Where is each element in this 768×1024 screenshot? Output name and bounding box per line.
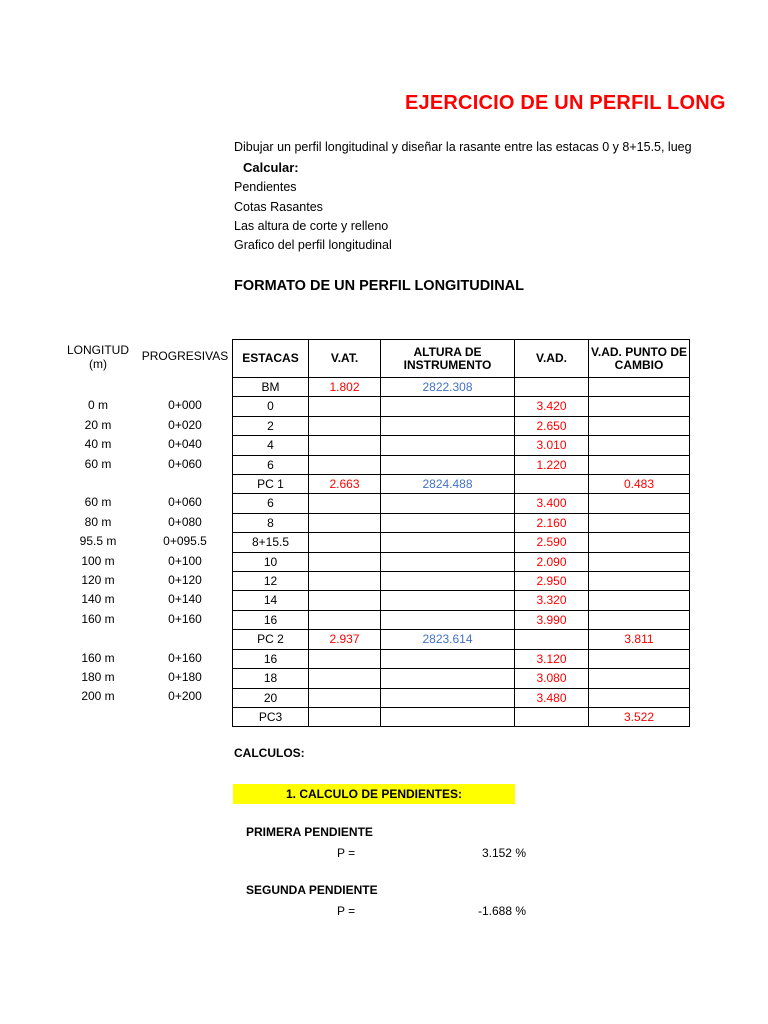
vad-punto-cambio-cell: 3.811 xyxy=(589,630,690,649)
vat-cell xyxy=(309,494,381,513)
estaca-cell: PC 2 xyxy=(233,630,309,649)
vad-punto-cambio-cell xyxy=(589,688,690,707)
vad-cell: 2.950 xyxy=(515,572,589,591)
vat-cell xyxy=(309,397,381,416)
vat-cell xyxy=(309,649,381,668)
table-row xyxy=(233,378,690,397)
task-item: Pendientes xyxy=(234,180,297,194)
task-item: Las altura de corte y relleno xyxy=(234,219,389,233)
vad-cell: 3.990 xyxy=(515,610,589,629)
estaca-cell: 4 xyxy=(233,436,309,455)
col-header-estacas: ESTACAS xyxy=(233,340,309,378)
vad-cell: 2.160 xyxy=(515,513,589,532)
format-title: FORMATO DE UN PERFIL LONGITUDINAL xyxy=(234,278,524,294)
progresiva-value: 0+080 xyxy=(168,514,202,529)
altura-instrumento-cell xyxy=(381,707,515,726)
intro-text: Dibujar un perfil longitudinal y diseñar la rasante entre las estacas 0 y 8+15.5, lueg xyxy=(234,140,692,154)
longitud-value: 180 m xyxy=(81,670,115,684)
longitud-value: 95.5 m xyxy=(79,534,117,549)
progresiva-value: 0+040 xyxy=(168,437,202,452)
pendiente-equation: P = xyxy=(337,846,356,860)
estaca-cell: PC 1 xyxy=(233,475,309,494)
progresiva-value: 0+000 xyxy=(168,398,202,413)
section-highlight-pendientes: 1. CALCULO DE PENDIENTES: xyxy=(233,784,515,804)
estaca-cell: 20 xyxy=(233,688,309,707)
altura-instrumento-cell xyxy=(381,416,515,435)
vad-cell xyxy=(515,707,589,726)
altura-instrumento-cell xyxy=(381,494,515,513)
vad-punto-cambio-cell xyxy=(589,397,690,416)
estaca-cell: 10 xyxy=(233,552,309,571)
col-header-vad-punto-cambio: V.AD. PUNTO DE CAMBIO xyxy=(589,340,690,378)
vad-punto-cambio-cell xyxy=(589,455,690,474)
progresiva-value: 0+160 xyxy=(168,611,202,626)
longitud-value: 200 m xyxy=(81,689,115,704)
table-row xyxy=(233,397,690,416)
vad-cell: 2.090 xyxy=(515,552,589,571)
pendiente-label: SEGUNDA PENDIENTE xyxy=(246,883,378,897)
vad-cell: 2.590 xyxy=(515,533,589,552)
progresiva-value: 0+020 xyxy=(168,417,202,432)
pendiente-label: PRIMERA PENDIENTE xyxy=(246,825,373,839)
vad-cell: 1.220 xyxy=(515,455,589,474)
vat-cell xyxy=(309,455,381,474)
table-row xyxy=(233,688,690,707)
calculos-label: CALCULOS: xyxy=(234,746,305,760)
altura-instrumento-cell xyxy=(381,610,515,629)
table-row xyxy=(233,513,690,532)
vad-cell: 3.120 xyxy=(515,649,589,668)
vad-punto-cambio-cell xyxy=(589,378,690,397)
longitud-value: 0 m xyxy=(87,398,108,413)
longitud-value: 160 m xyxy=(81,611,115,626)
vad-punto-cambio-cell xyxy=(589,669,690,688)
vad-cell: 3.010 xyxy=(515,436,589,455)
vad-cell: 3.400 xyxy=(515,494,589,513)
vat-cell xyxy=(309,552,381,571)
vad-cell xyxy=(515,630,589,649)
vat-cell xyxy=(309,610,381,629)
estaca-cell: 16 xyxy=(233,610,309,629)
longitud-header: LONGITUD (m) xyxy=(66,343,129,371)
table-row xyxy=(233,572,690,591)
progresiva-value: 0+180 xyxy=(168,670,202,684)
altura-instrumento-cell xyxy=(381,533,515,552)
vat-cell xyxy=(309,436,381,455)
table-row xyxy=(233,455,690,474)
task-item: Cotas Rasantes xyxy=(234,200,323,214)
longitud-value: 20 m xyxy=(84,417,112,432)
altura-instrumento-cell xyxy=(381,649,515,668)
longitud-value: 100 m xyxy=(81,553,115,568)
altura-instrumento-cell xyxy=(381,455,515,474)
vad-punto-cambio-cell xyxy=(589,610,690,629)
vat-cell xyxy=(309,669,381,688)
vad-cell: 3.080 xyxy=(515,669,589,688)
vat-cell: 2.937 xyxy=(309,630,381,649)
vad-punto-cambio-cell xyxy=(589,552,690,571)
vad-punto-cambio-cell xyxy=(589,436,690,455)
vad-punto-cambio-cell: 0.483 xyxy=(589,475,690,494)
table-row xyxy=(233,552,690,571)
vat-cell xyxy=(309,688,381,707)
estaca-cell: 16 xyxy=(233,649,309,668)
vad-punto-cambio-cell xyxy=(589,533,690,552)
vad-cell: 3.420 xyxy=(515,397,589,416)
vad-cell xyxy=(515,475,589,494)
vad-cell xyxy=(515,378,589,397)
vad-punto-cambio-cell xyxy=(589,494,690,513)
estaca-cell: 6 xyxy=(233,494,309,513)
vat-cell xyxy=(309,572,381,591)
estaca-cell: BM xyxy=(233,378,309,397)
vat-cell xyxy=(309,707,381,726)
altura-instrumento-cell: 2824.488 xyxy=(381,475,515,494)
longitud-value: 80 m xyxy=(84,514,112,529)
vad-punto-cambio-cell xyxy=(589,416,690,435)
progresiva-value: 0+095.5 xyxy=(163,534,207,549)
estaca-cell: 18 xyxy=(233,669,309,688)
vat-cell xyxy=(309,591,381,610)
altura-instrumento-cell xyxy=(381,397,515,416)
vad-cell: 3.480 xyxy=(515,688,589,707)
vad-cell: 3.320 xyxy=(515,591,589,610)
altura-instrumento-cell xyxy=(381,591,515,610)
altura-instrumento-cell xyxy=(381,436,515,455)
leveling-table xyxy=(232,339,690,727)
table-row xyxy=(233,436,690,455)
table-row xyxy=(233,707,690,726)
document-title: EJERCICIO DE UN PERFIL LONG xyxy=(405,92,726,114)
col-header-vat: V.AT. xyxy=(309,340,381,378)
altura-instrumento-cell: 2822.308 xyxy=(381,378,515,397)
progresiva-value: 0+140 xyxy=(168,592,202,607)
table-header-row xyxy=(233,340,690,378)
vad-punto-cambio-cell xyxy=(589,591,690,610)
altura-instrumento-cell xyxy=(381,572,515,591)
longitud-value: 120 m xyxy=(81,573,115,587)
progresiva-value: 0+160 xyxy=(168,650,202,665)
vad-punto-cambio-cell: 3.522 xyxy=(589,707,690,726)
vad-punto-cambio-cell xyxy=(589,572,690,591)
table-row xyxy=(233,669,690,688)
altura-instrumento-cell xyxy=(381,688,515,707)
table-row xyxy=(233,610,690,629)
estaca-cell: 6 xyxy=(233,455,309,474)
table-row xyxy=(233,416,690,435)
pendiente-value: 3.152 % xyxy=(481,846,526,860)
pendiente-value: -1.688 % xyxy=(477,904,526,918)
vat-cell xyxy=(309,513,381,532)
estaca-cell: PC3 xyxy=(233,707,309,726)
longitud-value: 60 m xyxy=(84,456,112,471)
table-row xyxy=(233,630,690,649)
pendiente-equation: P = xyxy=(337,904,356,918)
longitud-value: 60 m xyxy=(84,495,112,510)
col-header-vad: V.AD. xyxy=(515,340,589,378)
progresiva-value: 0+060 xyxy=(168,456,202,471)
longitud-value: 40 m xyxy=(84,437,112,452)
estaca-cell: 14 xyxy=(233,591,309,610)
vat-cell: 2.663 xyxy=(309,475,381,494)
estaca-cell: 2 xyxy=(233,416,309,435)
progresiva-value: 0+100 xyxy=(168,553,202,568)
altura-instrumento-cell xyxy=(381,552,515,571)
calcular-label: Calcular: xyxy=(243,160,299,175)
vad-punto-cambio-cell xyxy=(589,513,690,532)
estaca-cell: 8 xyxy=(233,513,309,532)
vat-cell xyxy=(309,416,381,435)
estaca-cell: 12 xyxy=(233,572,309,591)
estaca-cell: 8+15.5 xyxy=(233,533,309,552)
table-row xyxy=(233,494,690,513)
progresiva-value: 0+120 xyxy=(168,573,202,587)
estaca-cell: 0 xyxy=(233,397,309,416)
progresiva-value: 0+060 xyxy=(168,495,202,510)
altura-instrumento-cell xyxy=(381,513,515,532)
progresiva-value: 0+200 xyxy=(168,689,202,704)
progresivas-header: PROGRESIVAS xyxy=(141,349,229,363)
col-header-altura-instrumento: ALTURA DE INSTRUMENTO xyxy=(381,340,515,378)
vat-cell xyxy=(309,533,381,552)
table-row xyxy=(233,475,690,494)
vad-punto-cambio-cell xyxy=(589,649,690,668)
vat-cell: 1.802 xyxy=(309,378,381,397)
altura-instrumento-cell: 2823.614 xyxy=(381,630,515,649)
table-row xyxy=(233,533,690,552)
longitud-value: 140 m xyxy=(81,592,115,607)
longitud-value: 160 m xyxy=(81,650,115,665)
task-item: Grafico del perfil longitudinal xyxy=(234,238,392,252)
vad-cell: 2.650 xyxy=(515,416,589,435)
table-row xyxy=(233,591,690,610)
table-row xyxy=(233,649,690,668)
altura-instrumento-cell xyxy=(381,669,515,688)
